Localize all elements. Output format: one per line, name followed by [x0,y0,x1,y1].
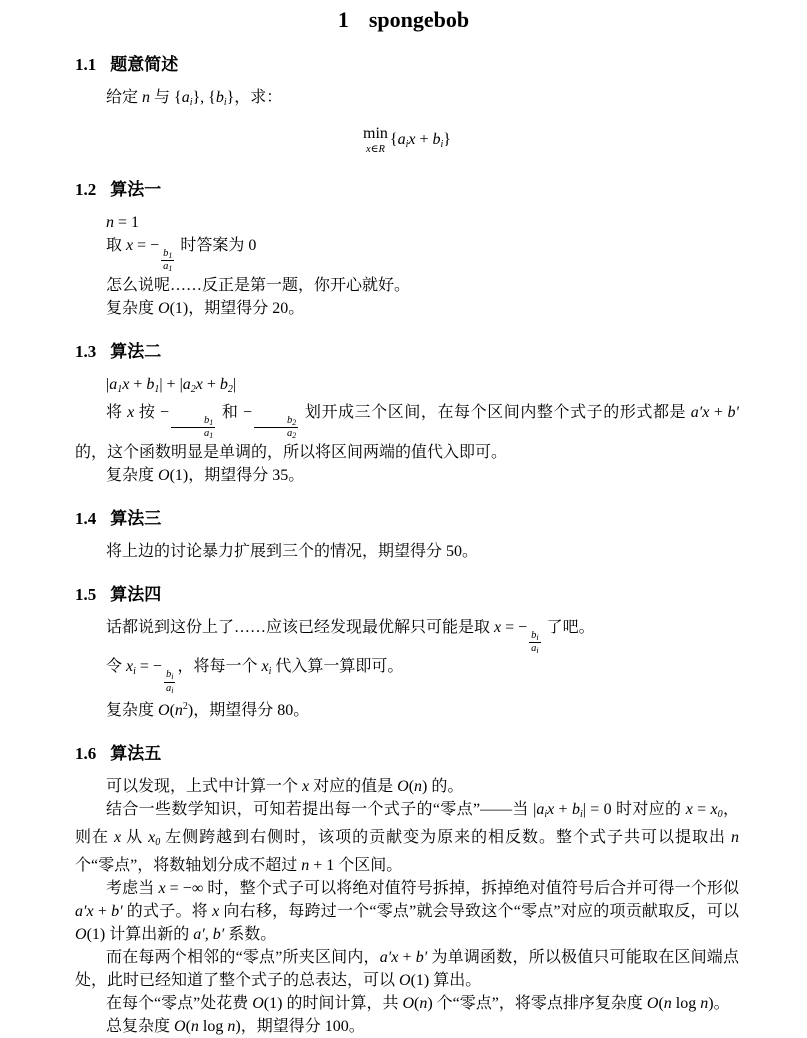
section-title: 算法一 [110,180,162,200]
math-line: |a1x + b1| + |a2x + b2| [106,375,237,395]
paragraph: 可以发现，上式中计算一个 x 对应的值是 O(n) 的。 [106,778,464,796]
section-title: 算法四 [110,584,162,604]
section-heading-1-6 [75,743,739,764]
paragraph: 复杂度 O(1)，期望得分 20。 [106,299,305,317]
paragraph: 结合一些数学知识，可知若提出每一个式子的“零点”——当 |aix + bi| = 0 时对应的 x = x0，则在 x 从 x0 左侧跨越到右侧时，该项的贡献变为原来的相反数。整个式子共可以提取出 n 个“零点”，将数轴划分成不超过 n + 1 个区间。 [75,801,739,875]
section-title: 题意简述 [110,55,179,74]
section-heading-1-3 [75,341,739,362]
section-heading-1-2 [75,179,739,200]
section-heading-1-5 [75,584,739,605]
paragraph: 而在每两个相邻的“零点”所夹区间内，a′x + b′ 为单调函数，所以极值只可能取在区间端点处，此时已经知道了整个式子的总表达，可以 O(1) 算出。 [75,949,739,990]
paragraph: 话都说到这份上了……应该已经发现最优解只可能是取 x = − $\frac{bi}{ai}$ 了吧。 [106,618,595,656]
fraction: $\frac{bi}{ai}$ [165,669,174,695]
paragraph: 复杂度 $O(n^2)$，期望得分 80。 [106,701,310,720]
section-number: 1.6 [75,744,97,764]
paragraph: 将上边的讨论暴力扩展到三个的情况，期望得分 50。 [106,542,479,560]
doc-title-text: spongebob [368,7,470,32]
section-number: 1.4 [75,508,97,528]
fraction: $\frac{b2}{a2}$ [254,415,298,441]
paragraph: 怎么说呢……反正是第一题，你开心就好。 [106,276,411,294]
section-heading-1-4 [75,508,739,529]
section-heading-1-1 [75,54,739,75]
doc-title-number: 1 [337,7,349,32]
section-title: 算法三 [110,508,162,528]
fraction: $\frac{b1}{a1}$ [163,248,173,274]
paragraph: 将 x 按 − $\frac{b1}{a1}$ 和 − $\frac{b2}{a2}$ 划开成三个区间，在每个区间内整个式子的形式都是 a′x + b′ 的，这个函数明显是单调的，所以将区间两端的值代入即可。 [75,403,739,461]
section-title: 算法五 [110,744,162,764]
paragraph: 复杂度 O(1)，期望得分 35。 [106,466,305,484]
doc-title [0,0,807,33]
paragraph: 给定 n 与 {ai}, {bi}，求： [106,89,283,108]
min-operator: min x∈R [363,125,388,155]
paragraph: 在每个“零点”处花费 O(1) 的时间计算，共 O(n) 个“零点”，将零点排序复杂度 O(n log n)。 [106,995,730,1013]
fraction: $\frac{bi}{ai}$ [531,629,539,656]
section-number: 1.3 [75,341,97,361]
document-body [0,54,807,1038]
math-line: n = 1 [106,214,140,232]
section-number: 1.1 [75,55,97,74]
paragraph: 取 x = − $\frac{b1}{a1}$ 时答案为 0 [106,237,257,274]
paragraph: 令 xi = − $\frac{bi}{ai}$ ，将每一个 xi 代入算一算即可。 [106,658,404,695]
section-title: 算法二 [110,341,162,361]
display-formula: min x∈R {aix + bi} [363,125,451,155]
section-number: 1.2 [75,180,97,200]
paragraph: 考虑当 x = −∞ 时，整个式子可以将绝对值符号拆掉，拆掉绝对值符号后合并可得一个形似 a′x + b′ 的式子。将 x 向右移，每跨过一个“零点”就会导致这个“零点”对应的项贡献取反，可以 O(1) 计算出新的 a′, b′ 系数。 [75,880,739,944]
fraction: $\frac{b1}{a1}$ [171,415,215,441]
section-number: 1.5 [75,584,97,604]
paragraph: 总复杂度 O(n log n)，期望得分 100。 [106,1018,365,1036]
